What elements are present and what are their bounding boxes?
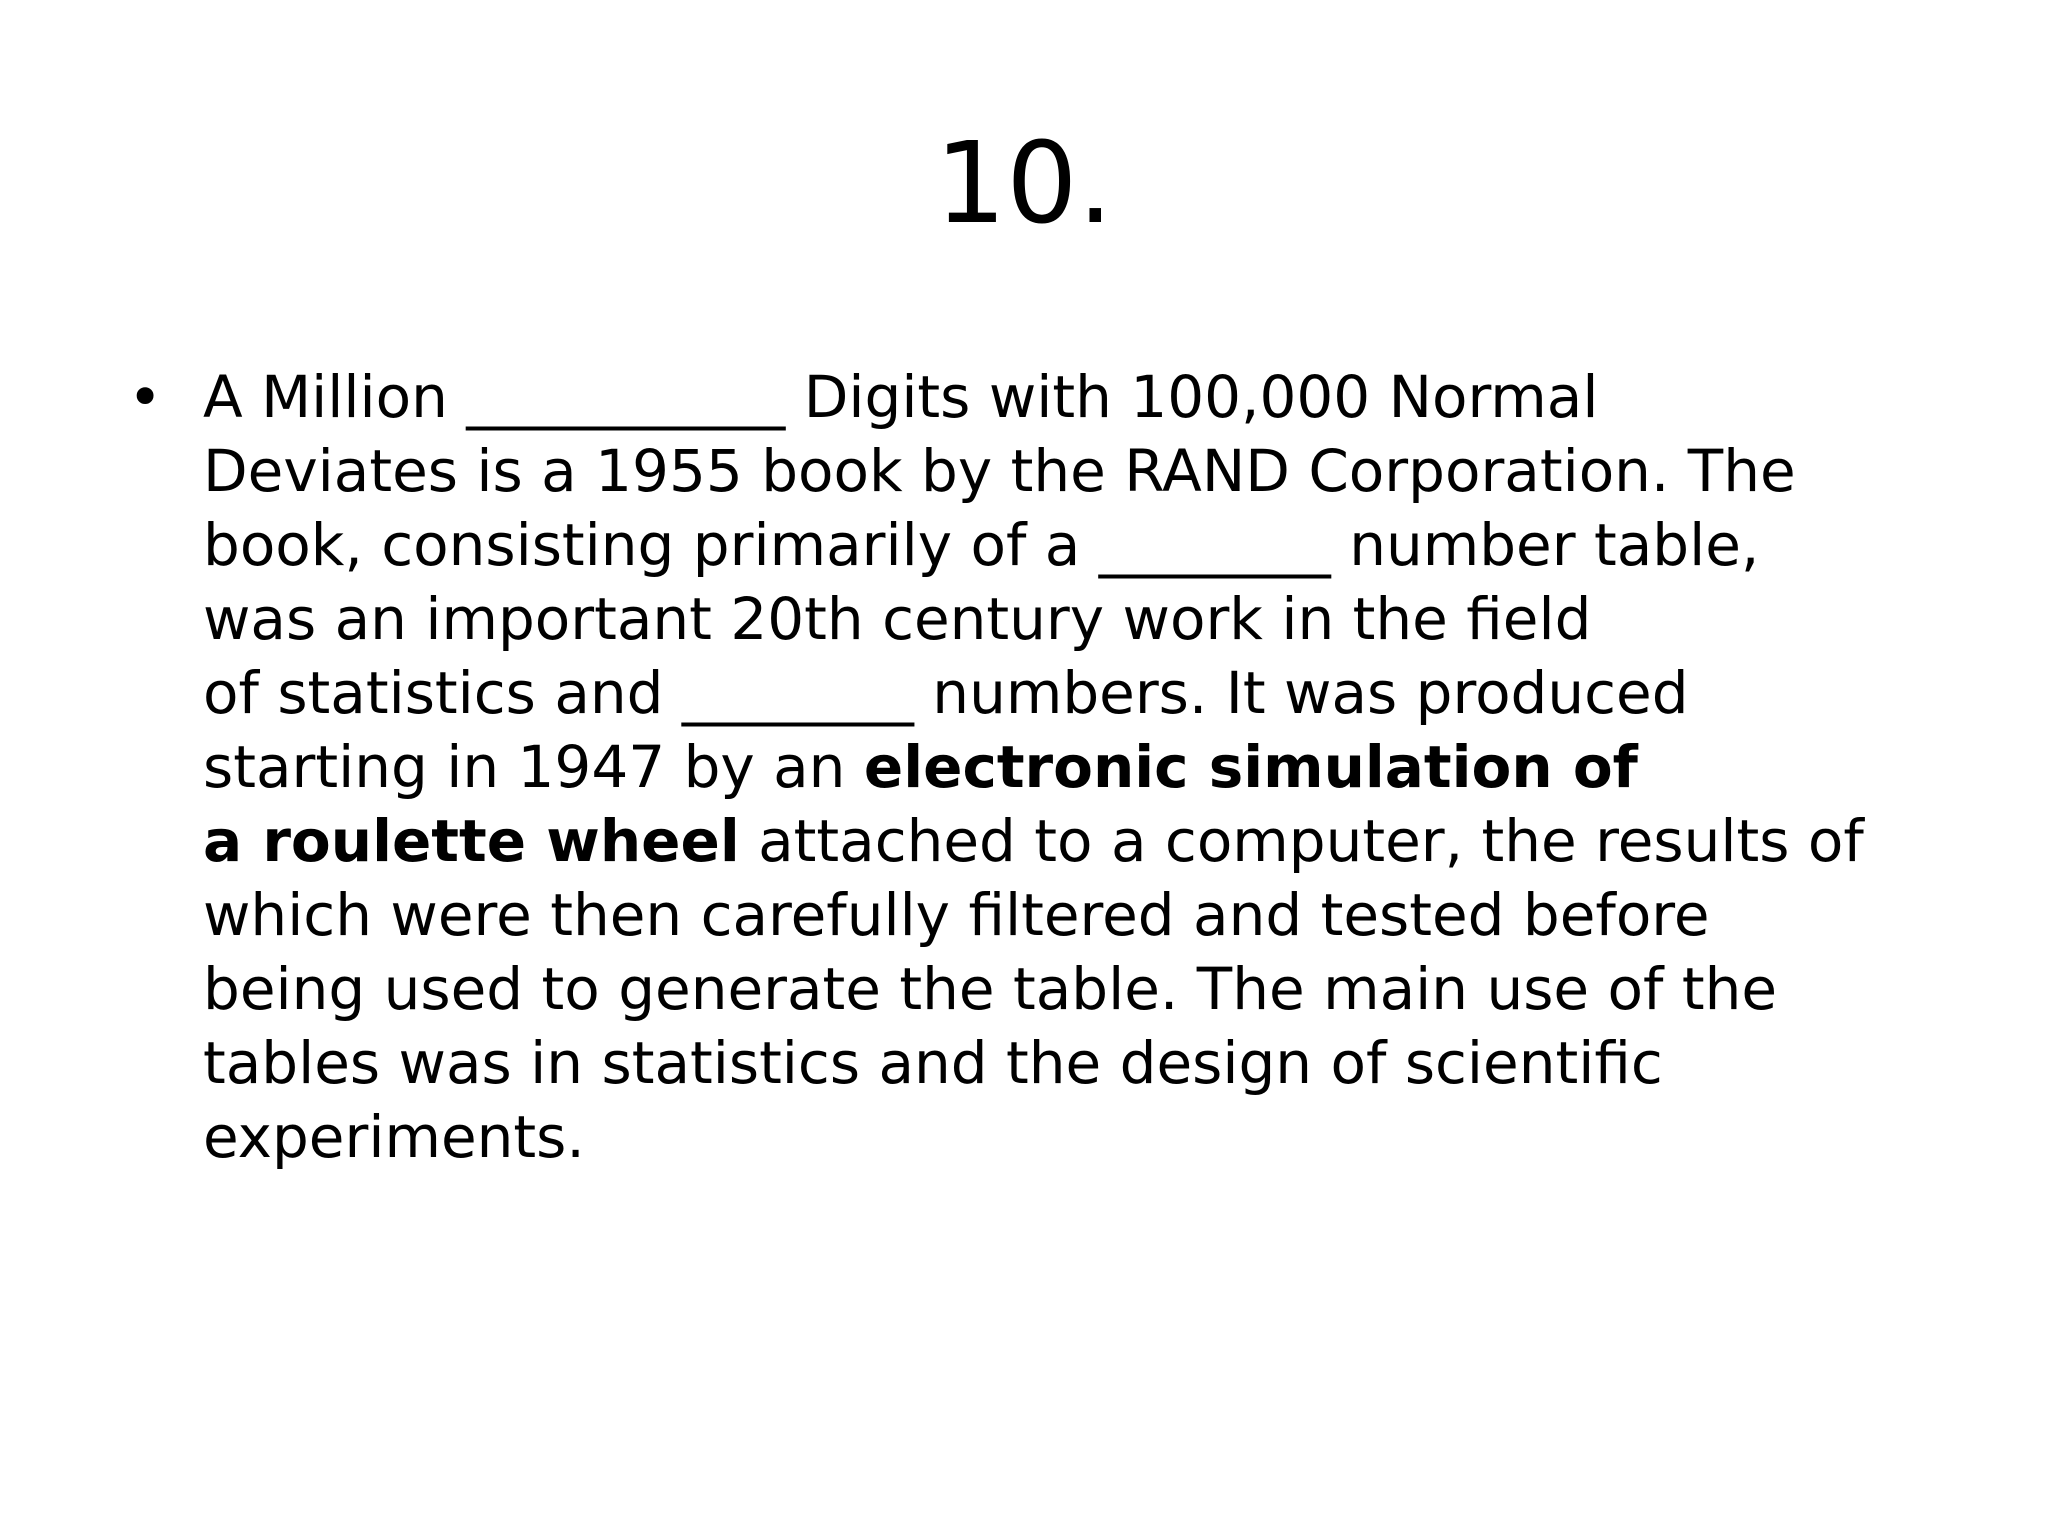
body-line-8 (203, 878, 1948, 952)
body-line-6 (203, 730, 1948, 804)
body-text: which were then carefully filtered and tested before (203, 881, 1710, 949)
body-text: was an important 20th century work in the field (203, 585, 1592, 653)
body-line-7 (203, 804, 1948, 878)
body-line-11 (203, 1100, 1948, 1174)
body-text: A Million ___________ Digits with 100,000 Normal (203, 363, 1599, 431)
body-text: book, consisting primarily of a ________ number table, (203, 511, 1760, 579)
slide-title: 10. (934, 119, 1114, 249)
body-line-9 (203, 952, 1948, 1026)
body-line-1 (203, 360, 1948, 434)
bullet-item (128, 360, 1948, 1174)
body-line-10 (203, 1026, 1948, 1100)
body-text: tables was in statistics and the design of scientific (203, 1029, 1663, 1097)
body-text: attached to a computer, the results of (739, 807, 1864, 875)
body-text: being used to generate the table. The main use of the (203, 955, 1778, 1023)
body-text: Deviates is a 1955 book by the RAND Corporation. The (203, 437, 1796, 505)
slide-body (128, 360, 1948, 1174)
body-text: starting in 1947 by an (203, 733, 864, 801)
body-line-4 (203, 582, 1948, 656)
body-line-3 (203, 508, 1948, 582)
body-text: experiments. (203, 1103, 585, 1171)
bullet-icon: • (128, 363, 163, 431)
body-text: of statistics and ________ numbers. It was produced (203, 659, 1689, 727)
bold-text: a roulette wheel (203, 807, 740, 875)
body-line-2 (203, 434, 1948, 508)
body-line-5 (203, 656, 1948, 730)
bold-text: electronic simulation of (863, 733, 1638, 801)
